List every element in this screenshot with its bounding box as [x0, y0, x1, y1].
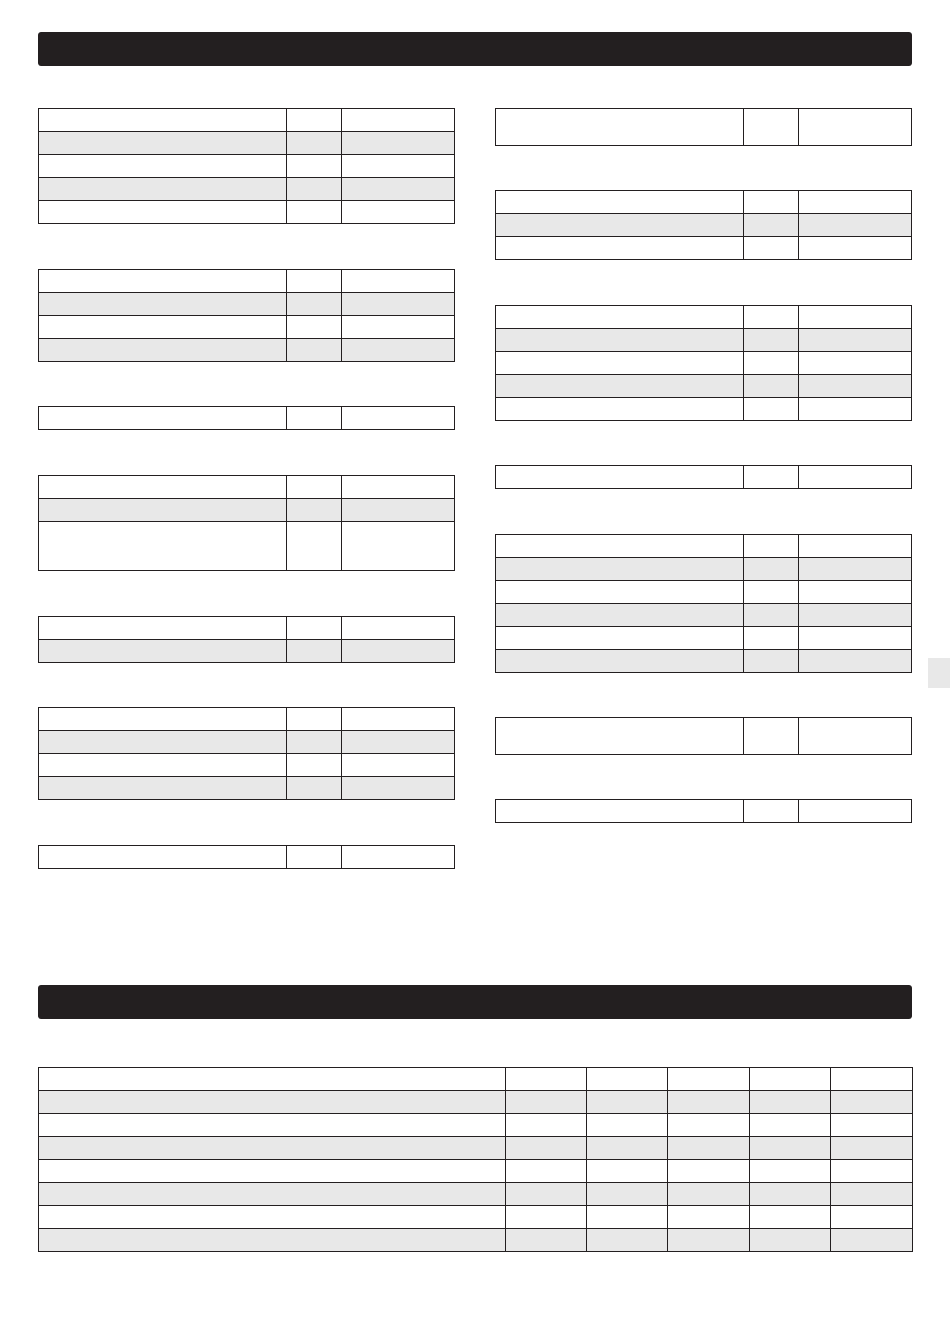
row-cell — [587, 1183, 668, 1206]
table-row — [496, 306, 912, 329]
row-label — [496, 329, 744, 352]
row-cell — [831, 1229, 913, 1252]
row-unit — [744, 604, 799, 627]
row-unit — [744, 558, 799, 581]
table-row — [496, 604, 912, 627]
spec-table-left-5 — [38, 616, 455, 663]
row-value — [342, 476, 455, 499]
row-label — [496, 306, 744, 329]
row-value — [799, 109, 912, 146]
row-cell — [587, 1137, 668, 1160]
row-label — [39, 476, 287, 499]
row-cell — [750, 1183, 831, 1206]
row-cell — [506, 1137, 587, 1160]
table-row — [496, 627, 912, 650]
row-value — [342, 640, 455, 663]
row-value — [799, 398, 912, 421]
table-row — [496, 718, 912, 755]
table-row — [39, 731, 455, 754]
table-row — [39, 476, 455, 499]
row-value — [799, 191, 912, 214]
table-row — [496, 109, 912, 146]
row-cell — [506, 1091, 587, 1114]
row-unit — [287, 846, 342, 869]
table-row — [39, 109, 455, 132]
table-row — [496, 398, 912, 421]
table-row — [496, 352, 912, 375]
row-value — [799, 466, 912, 489]
row-label — [39, 754, 287, 777]
row-value — [342, 178, 455, 201]
row-value — [342, 407, 455, 430]
spec-table-right-7 — [495, 799, 912, 823]
row-label — [39, 1114, 506, 1137]
spec-table-left-3 — [38, 406, 455, 430]
row-unit — [287, 522, 342, 571]
table-row — [496, 466, 912, 489]
row-cell — [750, 1229, 831, 1252]
row-unit — [744, 581, 799, 604]
row-cell — [831, 1068, 913, 1091]
row-label — [39, 1229, 506, 1252]
table-row — [496, 329, 912, 352]
row-unit — [287, 708, 342, 731]
row-cell — [587, 1229, 668, 1252]
row-unit — [287, 339, 342, 362]
table-row — [39, 132, 455, 155]
row-unit — [287, 407, 342, 430]
row-value — [342, 522, 455, 571]
row-unit — [744, 352, 799, 375]
spec-table-left-1 — [38, 108, 455, 224]
row-label — [39, 1068, 506, 1091]
row-cell — [831, 1114, 913, 1137]
row-unit — [744, 214, 799, 237]
row-value — [342, 201, 455, 224]
row-label — [39, 1183, 506, 1206]
row-label — [496, 398, 744, 421]
row-label — [39, 499, 287, 522]
table-row — [39, 201, 455, 224]
row-value — [799, 329, 912, 352]
table-row — [39, 316, 455, 339]
row-label — [39, 846, 287, 869]
section-header-top — [38, 32, 912, 66]
row-cell — [587, 1091, 668, 1114]
row-cell — [668, 1229, 750, 1252]
row-value — [799, 558, 912, 581]
row-unit — [744, 627, 799, 650]
table-row — [39, 1068, 913, 1091]
table-row — [39, 846, 455, 869]
row-label — [39, 109, 287, 132]
row-unit — [287, 293, 342, 316]
row-label — [39, 640, 287, 663]
row-value — [799, 650, 912, 673]
row-label — [39, 201, 287, 224]
row-unit — [744, 191, 799, 214]
row-unit — [287, 316, 342, 339]
spec-table-left-6 — [38, 707, 455, 800]
row-label — [39, 132, 287, 155]
row-cell — [750, 1114, 831, 1137]
row-value — [342, 132, 455, 155]
row-value — [799, 237, 912, 260]
row-cell — [750, 1137, 831, 1160]
spec-table-left-4 — [38, 475, 455, 571]
row-cell — [831, 1183, 913, 1206]
row-label — [39, 1206, 506, 1229]
row-cell — [831, 1091, 913, 1114]
row-label — [496, 535, 744, 558]
row-label — [496, 214, 744, 237]
row-cell — [831, 1137, 913, 1160]
row-label — [496, 375, 744, 398]
table-row — [496, 650, 912, 673]
row-cell — [668, 1114, 750, 1137]
row-value — [342, 293, 455, 316]
row-unit — [744, 306, 799, 329]
spec-table-right-5 — [495, 534, 912, 673]
row-unit — [287, 777, 342, 800]
row-value — [342, 270, 455, 293]
row-cell — [668, 1160, 750, 1183]
row-label — [39, 339, 287, 362]
table-row — [39, 1137, 913, 1160]
row-unit — [287, 754, 342, 777]
row-label — [496, 109, 744, 146]
row-cell — [587, 1068, 668, 1091]
row-value — [799, 604, 912, 627]
row-label — [496, 604, 744, 627]
row-value — [799, 800, 912, 823]
section-header-bottom — [38, 985, 912, 1019]
row-label — [39, 155, 287, 178]
row-cell — [750, 1068, 831, 1091]
row-cell — [506, 1206, 587, 1229]
row-label — [39, 1160, 506, 1183]
row-label — [496, 650, 744, 673]
row-unit — [744, 329, 799, 352]
row-label — [496, 352, 744, 375]
row-label — [39, 708, 287, 731]
table-row — [496, 535, 912, 558]
row-unit — [287, 640, 342, 663]
row-cell — [668, 1206, 750, 1229]
row-cell — [831, 1206, 913, 1229]
table-row — [39, 754, 455, 777]
row-label — [496, 718, 744, 755]
table-row — [39, 708, 455, 731]
table-row — [39, 522, 455, 571]
row-cell — [750, 1091, 831, 1114]
row-value — [342, 499, 455, 522]
row-value — [342, 754, 455, 777]
table-row — [39, 499, 455, 522]
table-row — [39, 1229, 913, 1252]
table-row — [39, 617, 455, 640]
row-label — [496, 800, 744, 823]
row-unit — [287, 270, 342, 293]
row-value — [342, 316, 455, 339]
row-label — [496, 237, 744, 260]
row-cell — [506, 1068, 587, 1091]
row-unit — [744, 535, 799, 558]
row-value — [342, 731, 455, 754]
table-row — [496, 375, 912, 398]
side-tab-marker — [928, 658, 950, 688]
table-row — [496, 581, 912, 604]
row-cell — [750, 1206, 831, 1229]
table-row — [39, 1091, 913, 1114]
table-row — [39, 1206, 913, 1229]
row-unit — [287, 155, 342, 178]
row-label — [496, 466, 744, 489]
row-cell — [587, 1114, 668, 1137]
table-row — [39, 407, 455, 430]
table-row — [496, 800, 912, 823]
row-label — [39, 1137, 506, 1160]
row-label — [39, 522, 287, 571]
row-value — [799, 306, 912, 329]
row-value — [342, 617, 455, 640]
row-unit — [287, 132, 342, 155]
table-row — [39, 293, 455, 316]
spec-table-left-7 — [38, 845, 455, 869]
spec-table-left-2 — [38, 269, 455, 362]
row-unit — [744, 375, 799, 398]
table-row — [39, 777, 455, 800]
spec-table-right-4 — [495, 465, 912, 489]
table-row — [496, 237, 912, 260]
row-unit — [287, 109, 342, 132]
row-cell — [587, 1160, 668, 1183]
row-unit — [287, 178, 342, 201]
row-unit — [744, 650, 799, 673]
row-value — [799, 581, 912, 604]
spec-table-right-3 — [495, 305, 912, 421]
row-unit — [287, 731, 342, 754]
spec-table-right-2 — [495, 190, 912, 260]
row-cell — [831, 1160, 913, 1183]
row-cell — [668, 1137, 750, 1160]
row-label — [39, 178, 287, 201]
row-unit — [287, 201, 342, 224]
table-row — [39, 178, 455, 201]
row-cell — [750, 1160, 831, 1183]
table-row — [39, 640, 455, 663]
row-cell — [668, 1091, 750, 1114]
row-cell — [506, 1114, 587, 1137]
row-label — [39, 731, 287, 754]
row-label — [496, 581, 744, 604]
table-row — [496, 214, 912, 237]
row-label — [39, 270, 287, 293]
table-row — [39, 339, 455, 362]
row-unit — [744, 398, 799, 421]
row-value — [799, 214, 912, 237]
table-row — [39, 1183, 913, 1206]
row-unit — [287, 476, 342, 499]
row-value — [342, 339, 455, 362]
table-row — [496, 558, 912, 581]
row-label — [496, 191, 744, 214]
row-label — [39, 316, 287, 339]
row-cell — [506, 1160, 587, 1183]
row-label — [39, 777, 287, 800]
row-label — [39, 407, 287, 430]
row-label — [39, 293, 287, 316]
table-row — [39, 1160, 913, 1183]
table-row — [39, 1114, 913, 1137]
table-row — [39, 155, 455, 178]
row-cell — [668, 1068, 750, 1091]
row-unit — [744, 466, 799, 489]
row-cell — [668, 1183, 750, 1206]
row-unit — [744, 718, 799, 755]
row-unit — [744, 800, 799, 823]
row-value — [342, 777, 455, 800]
row-value — [342, 708, 455, 731]
spec-table-right-1 — [495, 108, 912, 146]
row-value — [342, 846, 455, 869]
row-unit — [744, 237, 799, 260]
row-label — [496, 558, 744, 581]
row-value — [799, 535, 912, 558]
row-label — [39, 617, 287, 640]
row-cell — [506, 1183, 587, 1206]
row-value — [799, 352, 912, 375]
row-value — [799, 718, 912, 755]
row-unit — [287, 499, 342, 522]
comparison-table — [38, 1067, 913, 1252]
row-unit — [287, 617, 342, 640]
row-label — [496, 627, 744, 650]
spec-table-right-6 — [495, 717, 912, 755]
row-value — [342, 109, 455, 132]
table-row — [39, 270, 455, 293]
row-cell — [587, 1206, 668, 1229]
row-unit — [744, 109, 799, 146]
table-row — [496, 191, 912, 214]
row-cell — [506, 1229, 587, 1252]
row-value — [799, 375, 912, 398]
row-value — [342, 155, 455, 178]
row-label — [39, 1091, 506, 1114]
row-value — [799, 627, 912, 650]
